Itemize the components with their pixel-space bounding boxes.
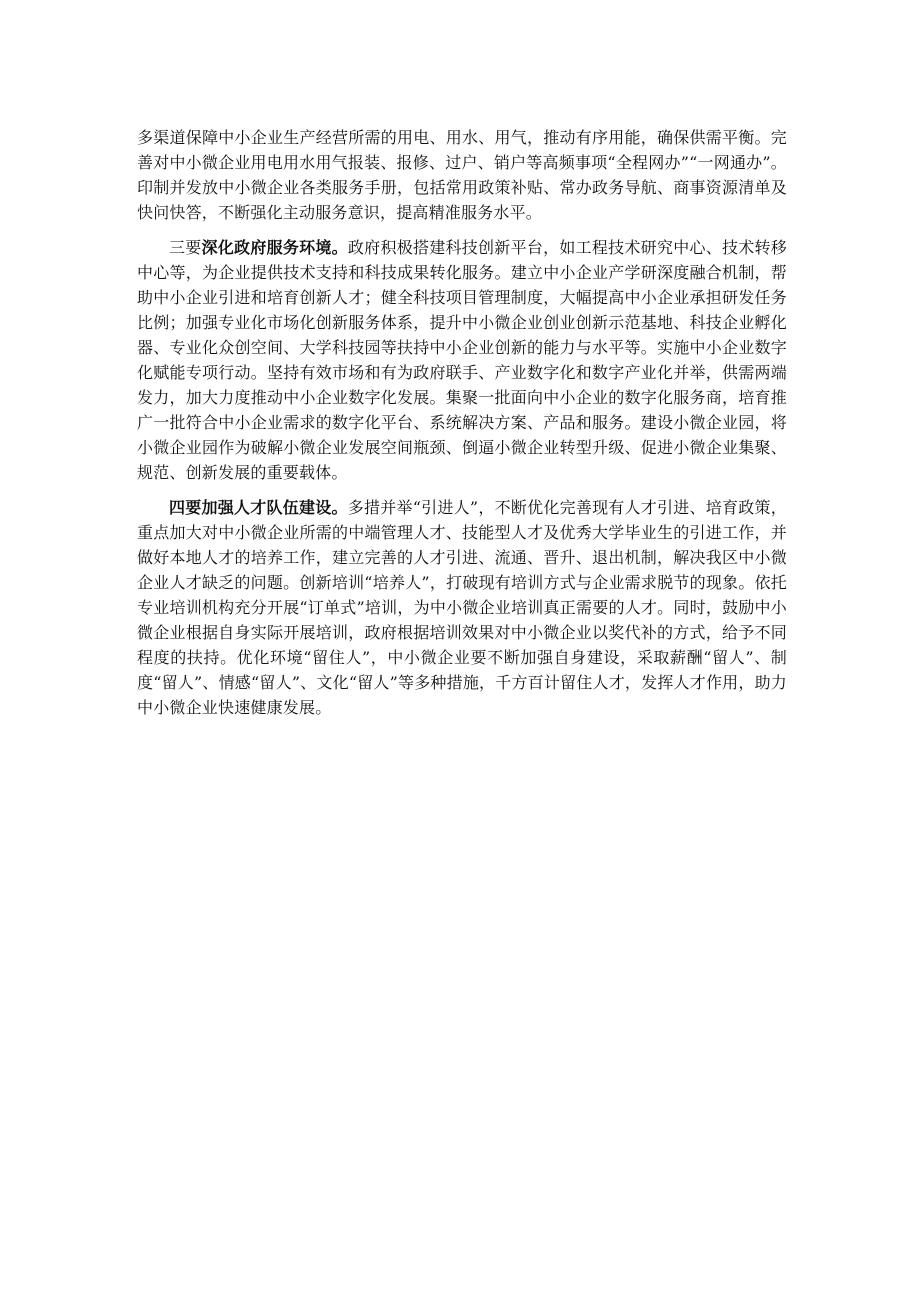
paragraph-text: 多措并举“引进人”，不断优化完善现有人才引进、培育政策，重点加大对中小微企业所需的中端管理人才、技能型人才及优秀大学毕业生的引进工作，并做好本地人才的培养工作，建立完善的人才引进、流通、晋升、退出机制，解决我区中小微企业人才缺乏的问题。创新培训“培养人”，打破现有培训方式与企业需求脱节的现象。依托专业培训机构充分开展“订单式”培训，为中小微企业培训真正需要的人才。同时，鼓励中小微企业根据自身实际开展培训，政府根据培训效果对中小微企业以奖代补的方式，给予不同程度的扶持。优化环境“留住人”，中小微企业要不断加强自身建设，采取薪酬“留人”、制度“留人”、情感“留人”、文化“留人”等多种措施，千方百计留住人才，发挥人才作用，助力中小微企业快速健康发展。 xyxy=(137,498,787,717)
document-body xyxy=(137,125,787,730)
paragraph-lead-heading: 深化政府服务环境。 xyxy=(201,238,348,257)
paragraph-text: 政府积极搭建科技创新平台，如工程技术研究中心、技术转移中心等，为企业提供技术支持和科技成果转化服务。建立中小企业产学研深度融合机制，帮助中小企业引进和培育创新人才；健全科技项目管理制度，大幅提高中小企业承担研发任务比例；加强专业化市场化创新服务体系，提升中小微企业创业创新示范基地、科技企业孵化器、专业化众创空间、大学科技园等扶持中小企业创新的能力与水平等。实施中小企业数字化赋能专项行动。坚持有效市场和有为政府联手、产业数字化和数字产业化并举，供需两端发力，加大力度推动中小企业数字化发展。集聚一批面向中小企业的数字化服务商，培育推广一批符合中小企业需求的数字化平台、系统解决方案、产品和服务。建设小微企业园，将小微企业园作为破解小微企业发展空间瓶颈、倒逼小微企业转型升级、促进小微企业集聚、规范、创新发展的重要载体。 xyxy=(137,238,787,482)
paragraph-utility-services xyxy=(137,125,787,225)
paragraph-government-services xyxy=(137,235,787,485)
paragraph-text: 多渠道保障中小企业生产经营所需的用电、用水、用气，推动有序用能，确保供需平衡。完善对中小微企业用电用水用气报装、报修、过户、销户等高频事项“全程网办”“一网通办”。印制并发放中小微企业各类服务手册，包括常用政策补贴、常办政务导航、商事资源清单及快问快答，不断强化主动服务意识，提高精准服务水平。 xyxy=(137,128,787,222)
paragraph-lead-heading: 四要加强人才队伍建设。 xyxy=(169,498,348,517)
paragraph-talent-building xyxy=(137,495,787,720)
paragraph-prefix: 三要 xyxy=(169,238,202,257)
